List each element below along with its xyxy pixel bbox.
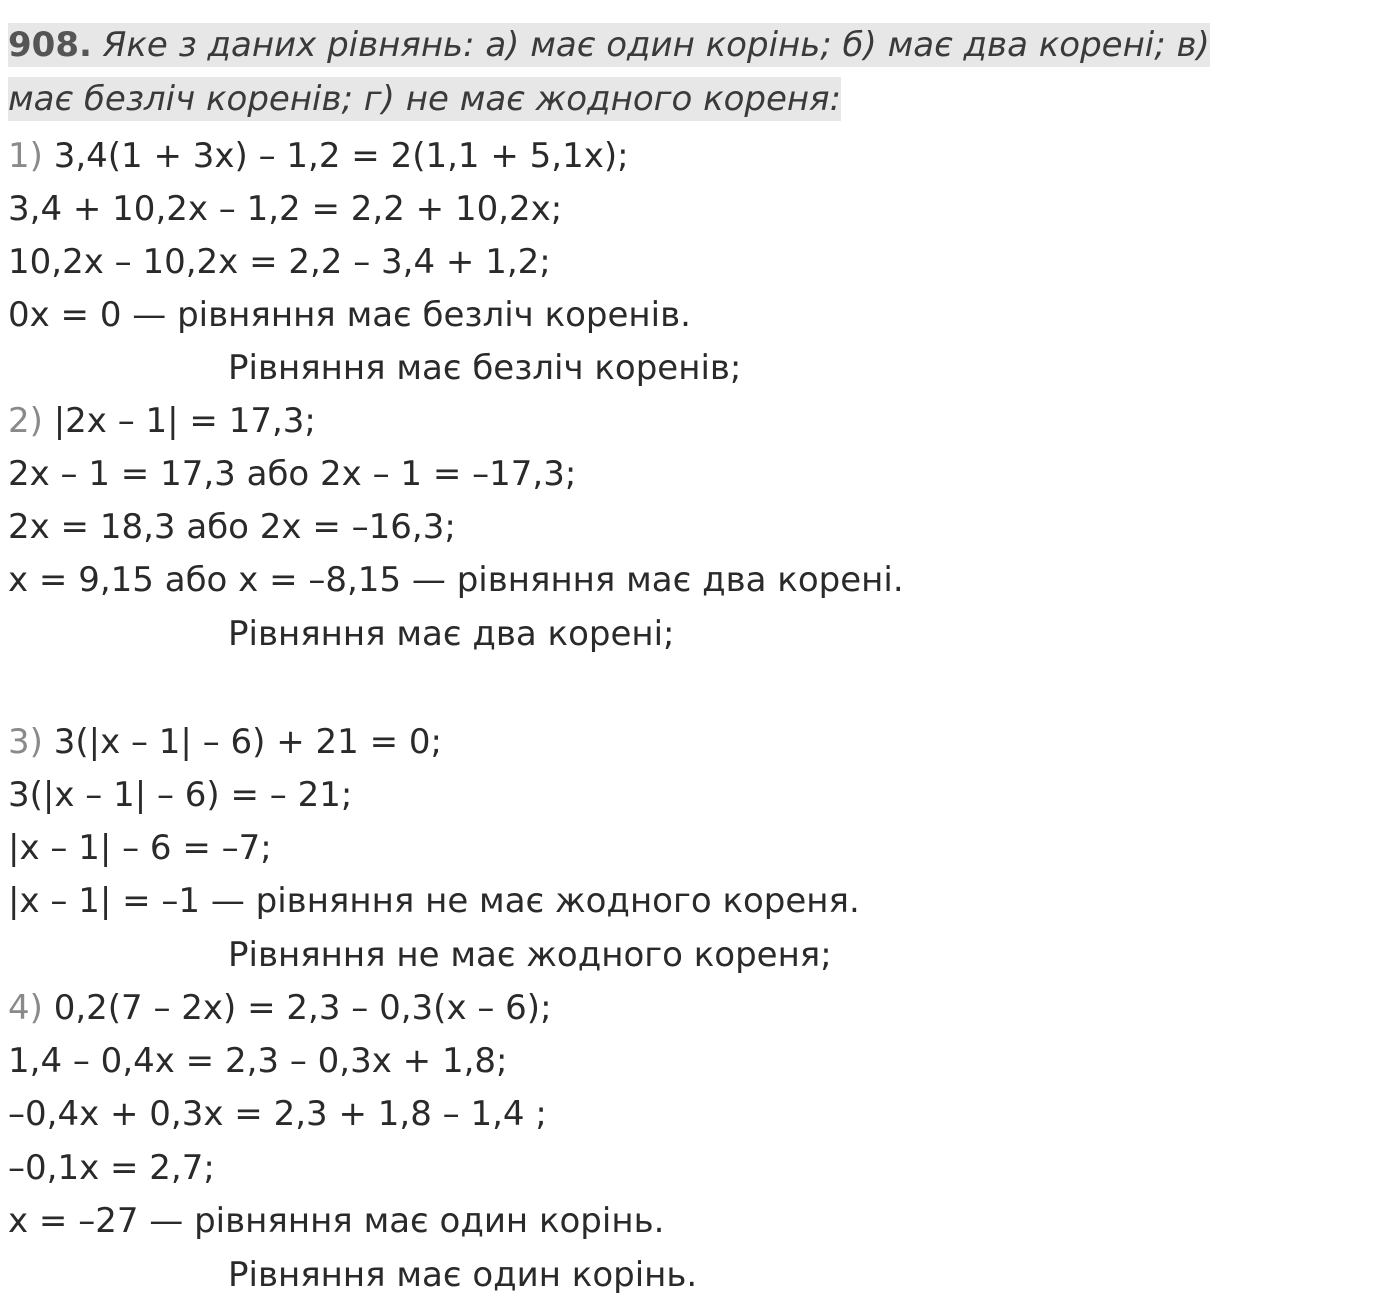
part-2-step-3: x = 9,15 або x = –8,15 — рівняння має два корені. [8,560,904,600]
task-question-line-1: Яке з даних рівнянь: а) має один корінь; б) має два корені; в) [91,25,1210,65]
part-4-step-2: –0,4x + 0,3x = 2,3 + 1,8 – 1,4 ; [8,1094,547,1134]
part-4-label: 4) [8,988,43,1028]
part-2-equation-line [8,401,316,441]
part-3-step-1: 3(|x – 1| – 6) = – 21; [8,775,353,815]
part-1-step-1: 3,4 + 10,2x – 1,2 = 2,2 + 10,2x; [8,189,563,229]
part-4-step-4: x = –27 — рівняння має один корінь. [8,1201,665,1241]
part-1-step-3: 0x = 0 — рівняння має безліч коренів. [8,295,691,335]
part-3-step-3: |x – 1| = –1 — рівняння не має жодного кореня. [8,881,860,921]
task-statement [8,18,1380,126]
part-3-equation: 3(|x – 1| – 6) + 21 = 0; [42,722,442,762]
part-3-equation-line [8,722,442,762]
part-1-step-2: 10,2x – 10,2x = 2,2 – 3,4 + 1,2; [8,242,551,282]
part-2-equation: |2x – 1| = 17,3; [42,401,316,441]
part-2-answer: Рівняння має два корені; [228,614,675,654]
part-4-equation-line [8,988,552,1028]
part-3-label: 3) [8,722,43,762]
task-number: 908. [8,25,92,65]
part-4-equation: 0,2(7 – 2x) = 2,3 – 0,3(x – 6); [42,988,552,1028]
part-4-answer: Рівняння має один корінь. [228,1255,698,1295]
task-question-line-2: має безліч коренів; г) не має жодного кореня: [8,79,842,119]
part-4-step-3: –0,1x = 2,7; [8,1148,215,1188]
part-2-step-2: 2x = 18,3 або 2x = –16,3; [8,507,456,547]
part-3-step-2: |x – 1| – 6 = –7; [8,828,272,868]
part-1-label: 1) [8,136,43,176]
part-1-answer: Рівняння має безліч коренів; [228,348,742,388]
part-1-equation-line [8,136,629,176]
part-2-step-1: 2x – 1 = 17,3 або 2x – 1 = –17,3; [8,454,577,494]
part-3-answer: Рівняння не має жодного кореня; [228,935,832,975]
part-2-label: 2) [8,401,43,441]
part-1-equation: 3,4(1 + 3x) – 1,2 = 2(1,1 + 5,1x); [42,136,629,176]
part-4-step-1: 1,4 – 0,4x = 2,3 – 0,3x + 1,8; [8,1041,508,1081]
